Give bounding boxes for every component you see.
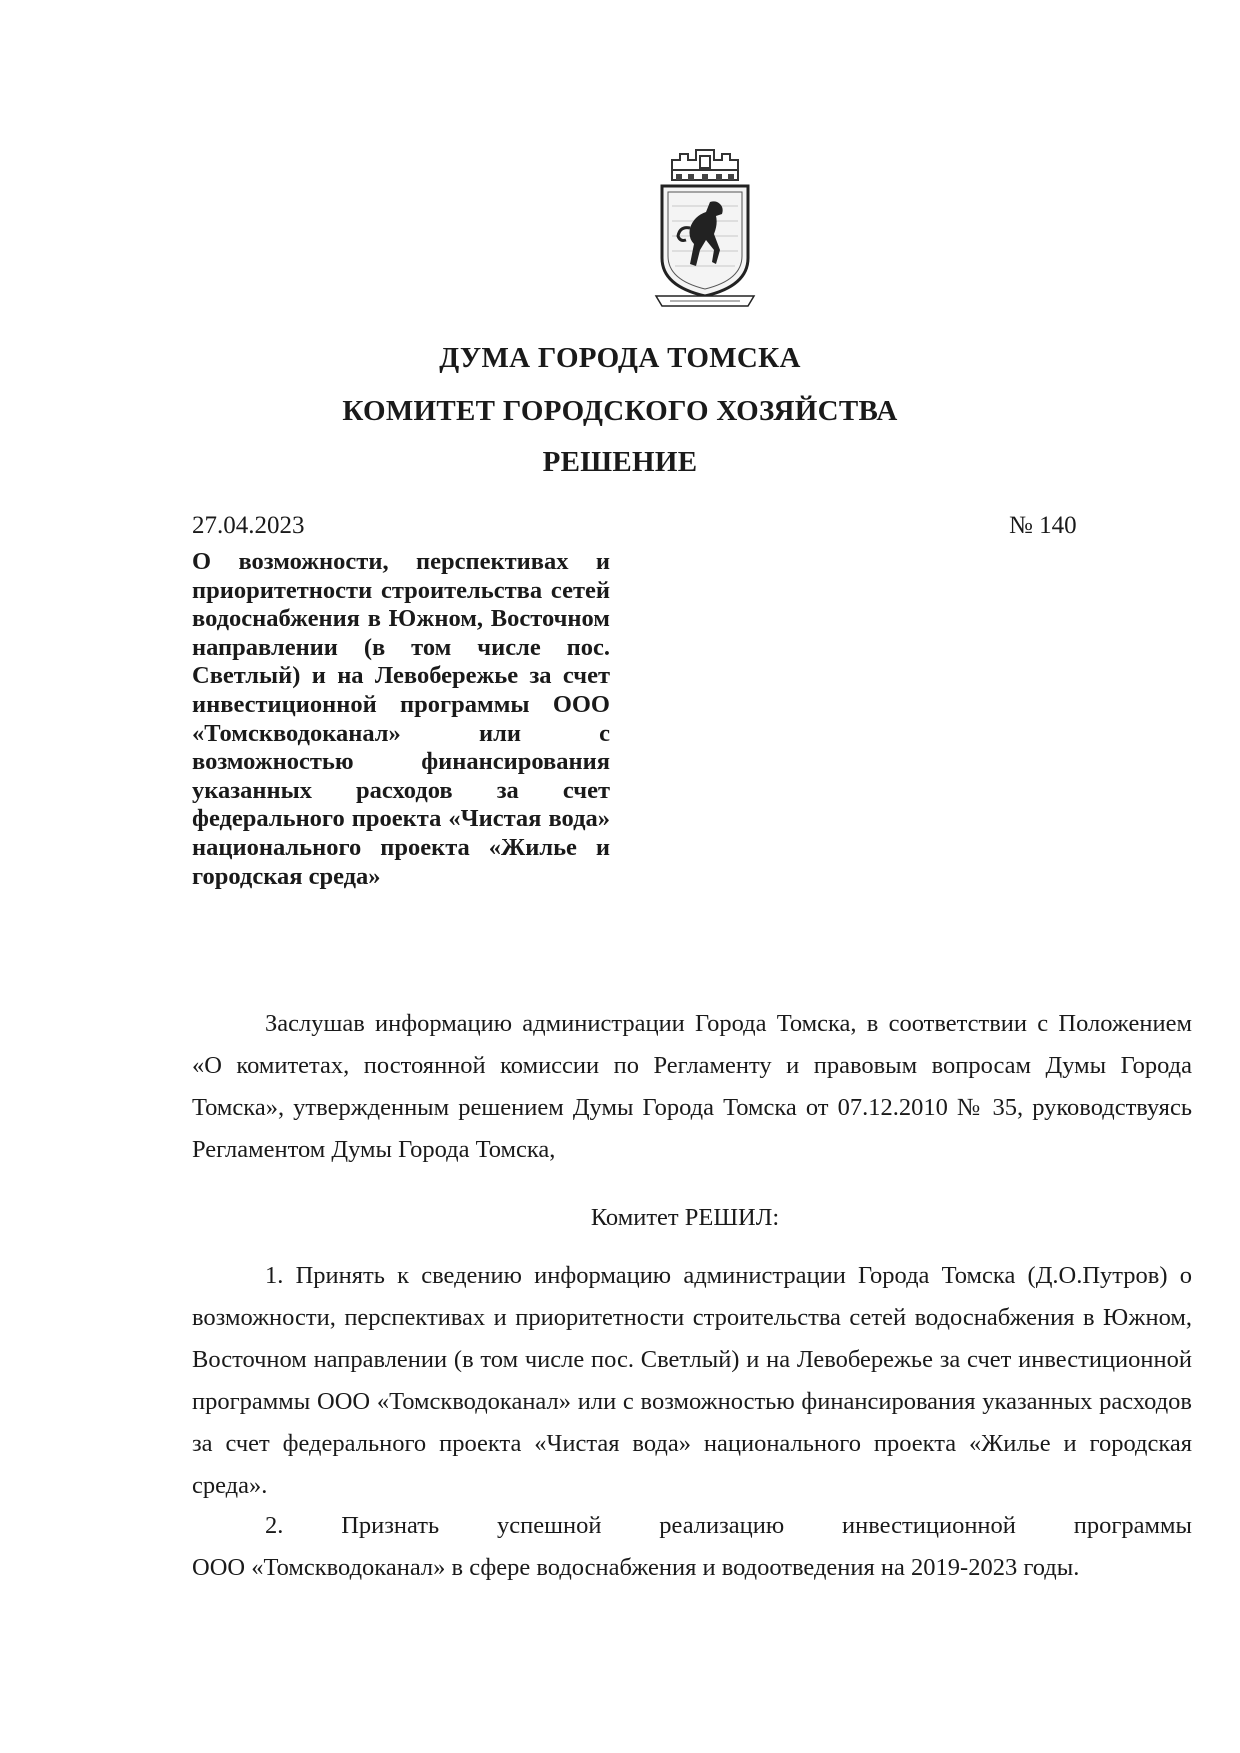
committee-name: КОМИТЕТ ГОРОДСКОГО ХОЗЯЙСТВА <box>342 395 898 427</box>
decision-subject: О возможности, перспективах и приоритетности строительства сетей водоснабжения в Южном, Восточном направлении (в том числе пос. Светлый) и на Левобережье за счет инвестиционной программы ООО «Томскводоканал» или с возможностью финансирования указанных расходов за счет федерального проекта «Чистая вода» национального проекта «Жилье и городская среда» <box>192 548 610 890</box>
document-number: № 140 <box>1009 512 1077 539</box>
document-type: РЕШЕНИЕ <box>542 446 698 478</box>
document-date: 27.04.2023 <box>192 512 305 539</box>
item-2-block <box>192 1505 1192 1589</box>
decided-heading: Комитет РЕШИЛ: <box>590 1204 780 1231</box>
decision-item-2-line-1: 2. Признать успешной реализацию инвестиционной программы <box>265 1512 1192 1539</box>
org-name: ДУМА ГОРОДА ТОМСКА <box>439 342 801 374</box>
coat-of-arms-icon <box>650 146 760 310</box>
preamble-paragraph: Заслушав информацию администрации Города Томска, в соответствии с Положением «О комитетах, постоянной комиссии по Регламенту и правовым вопросам Думы Города Томска», утвержденным решением Думы Города Томска от 07.12.2010 № 35, руководствуясь Регламентом Думы Города Томска, <box>192 1010 1192 1163</box>
decision-item-2-line-2: ООО «Томскводоканал» в сфере водоснабжения и водоотведения на 2019-2023 годы. <box>192 1554 1080 1581</box>
preamble-block <box>192 1003 1192 1171</box>
decision-item-1: 1. Принять к сведению информацию администрации Города Томска (Д.О.Путров) о возможности, перспективах и приоритетности строительства сетей водоснабжения в Южном, Восточном направлении (в том числе пос. Светлый) и на Левобережье за счет инвестиционной программы ООО «Томскводоканал» или с возможностью финансирования указанных расходов за счет федерального проекта «Чистая вода» национального проекта «Жилье и городская среда». <box>192 1262 1192 1499</box>
item-1-block <box>192 1255 1192 1507</box>
